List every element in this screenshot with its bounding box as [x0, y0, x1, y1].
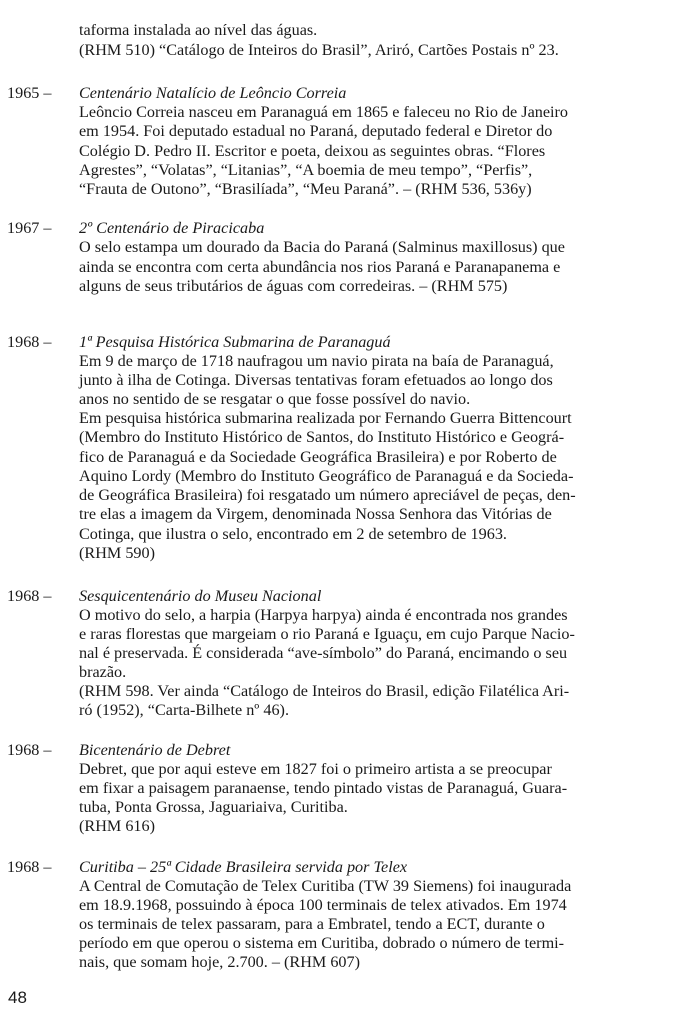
- entry-title: Centenário Natalício de Leôncio Correia: [79, 84, 347, 102]
- page-number: 48: [8, 988, 27, 1007]
- entry-text-line: alguns de seus tributários de águas com corredeiras. – (RHM 575): [79, 277, 508, 295]
- entry-text-line: em 18.9.1968, possuindo à época 100 terminais de telex ativados. Em 1974: [79, 896, 567, 914]
- entry-year: 1965 –: [7, 84, 52, 102]
- entry-title: 1ª Pesquisa Histórica Submarina de Paranaguá: [79, 333, 391, 351]
- entry-year: 1968 –: [7, 333, 52, 351]
- entry-year: 1968 –: [7, 741, 52, 759]
- entry-text-line: ainda se encontra com certa abundância nos rios Paraná e Paranapanema e: [79, 258, 561, 276]
- entry-text-line: (RHM 616): [79, 817, 155, 835]
- entry-text-line: (Membro do Instituto Histórico de Santos, do Instituto Histórico e Geográ-: [79, 428, 565, 446]
- entry-title: Sesquicentenário do Museu Nacional: [79, 587, 322, 605]
- entry-text-line: junto à ilha de Cotinga. Diversas tentativas foram efetuados ao longo dos: [79, 371, 553, 389]
- entry-text-line: fico de Paranaguá e da Sociedade Geográfica Brasileira) e por Roberto de: [79, 448, 557, 466]
- intro-line: (RHM 510) “Catálogo de Inteiros do Brasil”, Ariró, Cartões Postais nº 23.: [79, 41, 559, 59]
- entry-text-line: Colégio D. Pedro II. Escritor e poeta, deixou as seguintes obras. “Flores: [79, 142, 546, 160]
- entry-text-line: tre elas a imagem da Virgem, denominada Nossa Senhora das Vitórias de: [79, 505, 552, 523]
- intro-line: taforma instalada ao nível das águas.: [79, 21, 318, 39]
- entry-text-line: Cotinga, que ilustra o selo, encontrado em 2 de setembro de 1963.: [79, 525, 507, 543]
- entry-text-line: Em 9 de março de 1718 naufragou um navio pirata na baía de Paranaguá,: [79, 352, 554, 370]
- entry-title: Curitiba – 25ª Cidade Brasileira servida por Telex: [79, 858, 408, 876]
- entry-text-line: O motivo do selo, a harpia (Harpya harpya) ainda é encontrada nos grandes: [79, 606, 568, 624]
- entry-text-line: A Central de Comutação de Telex Curitiba (TW 39 Siemens) foi inaugurada: [79, 877, 572, 895]
- entry-text-line: Leôncio Correia nasceu em Paranaguá em 1865 e faleceu no Rio de Janeiro: [79, 103, 569, 121]
- entry-text-line: brazão.: [79, 663, 127, 681]
- entry-text-line: tuba, Ponta Grossa, Jaguariaiva, Curitiba.: [79, 798, 348, 816]
- entry-text-line: ró (1952), “Carta-Bilhete nº 46).: [79, 701, 289, 719]
- entry-title: Bicentenário de Debret: [79, 741, 231, 759]
- entry-text-line: período em que operou o sistema em Curitiba, dobrado o número de termi-: [79, 934, 565, 952]
- entry-title: 2º Centenário de Piracicaba: [79, 219, 265, 237]
- entry-text-line: (RHM 590): [79, 544, 155, 562]
- entry-year: 1968 –: [7, 858, 52, 876]
- entry-text-line: O selo estampa um dourado da Bacia do Paraná (Salminus maxillosus) que: [79, 238, 565, 256]
- entry-text-line: anos no sentido de se resgatar o que fosse possível do navio.: [79, 390, 471, 408]
- entry-text-line: (RHM 598. Ver ainda “Catálogo de Inteiros do Brasil, edição Filatélica Ari-: [79, 682, 570, 700]
- entry-year: 1968 –: [7, 587, 52, 605]
- entry-text-line: “Frauta de Outono”, “Brasilíada”, “Meu Paraná”. – (RHM 536, 536y): [79, 180, 532, 198]
- entry-text-line: Em pesquisa histórica submarina realizada por Fernando Guerra Bittencourt: [79, 409, 572, 427]
- entry-text-line: em 1954. Foi deputado estadual no Paraná, deputado federal e Diretor do: [79, 122, 553, 140]
- entry-text-line: nal é preservada. É considerada “ave-símbolo” do Paraná, encimando o seu: [79, 644, 568, 662]
- entry-text-line: Debret, que por aqui esteve em 1827 foi o primeiro artista a se preocupar: [79, 760, 552, 778]
- entry-text-line: em fixar a paisagem paranaense, tendo pintado vistas de Paranaguá, Guara-: [79, 779, 568, 797]
- entry-year: 1967 –: [7, 219, 52, 237]
- entry-text-line: Aquino Lordy (Membro do Instituto Geográfico de Paranaguá e da Socieda-: [79, 467, 574, 485]
- entry-text-line: Agrestes”, “Volatas”, “Litanias”, “A boemia de meu tempo”, “Perfis”,: [79, 161, 533, 179]
- entry-text-line: nais, que somam hoje, 2.700. – (RHM 607): [79, 953, 361, 971]
- entry-text-line: os terminais de telex passaram, para a Embratel, tendo a ECT, durante o: [79, 915, 545, 933]
- entry-text-line: e raras florestas que margeiam o rio Paraná e Iguaçu, em cujo Parque Nacio-: [79, 625, 575, 643]
- entry-text-line: de Geográfica Brasileira) foi resgatado um número apreciável de peças, den-: [79, 486, 576, 504]
